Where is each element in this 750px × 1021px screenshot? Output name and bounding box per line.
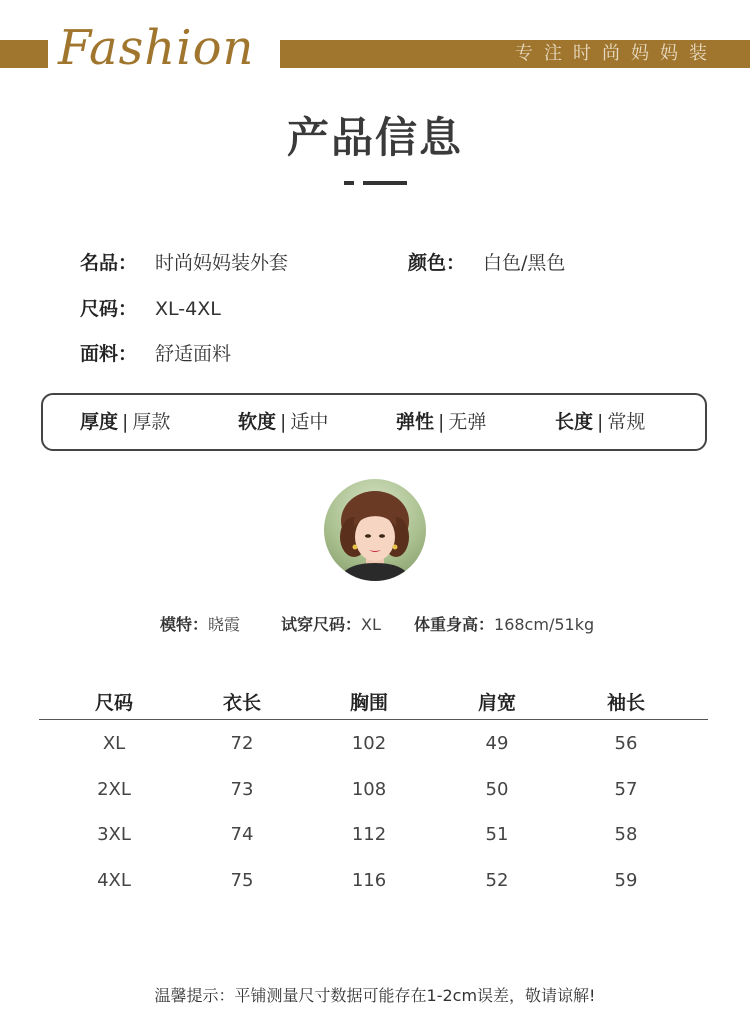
spec-length-label: 长度 <box>555 411 594 433</box>
spec-length-value: 常规 <box>607 411 646 433</box>
model-size-value: XL <box>361 615 381 634</box>
info-color <box>408 248 565 275</box>
table-cell: 51 <box>485 824 509 845</box>
info-fabric-label: 面料： <box>80 343 138 365</box>
table-cell: 59 <box>614 870 638 891</box>
table-cell: 116 <box>351 870 387 891</box>
spec-softness-value: 适中 <box>290 411 329 433</box>
model-avatar <box>324 479 426 581</box>
table-cell: 73 <box>230 779 254 800</box>
model-name-label: 模特： <box>160 615 209 634</box>
table-cell: 112 <box>351 824 387 845</box>
spec-elasticity-label: 弹性 <box>396 411 435 433</box>
spec-thickness-value: 厚款 <box>132 411 171 433</box>
table-cell: 49 <box>485 733 509 754</box>
model-body <box>414 612 594 635</box>
title-divider-short <box>344 181 354 185</box>
spec-elasticity: 弹性 | 无弹 <box>396 411 487 433</box>
spec-elasticity-value: 无弹 <box>448 411 487 433</box>
table-cell: XL <box>102 733 126 754</box>
spec-length: 长度 | 常规 <box>555 411 646 433</box>
model-body-label: 体重身高： <box>414 615 495 634</box>
table-header-bust: 胸围 <box>349 692 388 714</box>
model-size-label: 试穿尺码： <box>281 615 362 634</box>
table-cell: 108 <box>351 779 387 800</box>
model-portrait-icon <box>324 479 426 581</box>
slogan: 专注时尚妈妈装 <box>515 43 718 64</box>
info-size <box>80 294 221 321</box>
table-header-length: 衣长 <box>222 692 261 714</box>
table-cell: 56 <box>614 733 638 754</box>
model-size <box>281 612 381 635</box>
spec-thickness-label: 厚度 <box>80 411 119 433</box>
model-name <box>160 612 240 635</box>
table-divider <box>39 719 708 720</box>
table-cell: 4XL <box>97 870 131 891</box>
table-header-shoulder: 肩宽 <box>477 692 516 714</box>
model-name-value: 晓霞 <box>208 615 241 634</box>
spec-box <box>41 393 707 451</box>
table-cell: 72 <box>230 733 254 754</box>
table-cell: 57 <box>614 779 638 800</box>
spec-thickness: 厚度 | 厚款 <box>80 411 171 433</box>
info-fabric <box>80 339 231 366</box>
spec-softness-label: 软度 <box>238 411 277 433</box>
table-header-size: 尺码 <box>94 692 133 714</box>
brand-logo: Fashion <box>58 20 255 76</box>
page-title: 产品信息 <box>286 113 463 162</box>
model-body-value: 168cm/51kg <box>494 615 595 634</box>
title-divider-long <box>363 181 407 185</box>
info-size-value: XL-4XL <box>155 298 221 320</box>
info-color-label: 颜色： <box>408 252 466 274</box>
table-cell: 102 <box>351 733 387 754</box>
info-name <box>80 248 288 275</box>
banner-left-bar <box>0 40 48 68</box>
table-cell: 50 <box>485 779 509 800</box>
info-name-value: 时尚妈妈装外套 <box>155 252 289 274</box>
info-size-label: 尺码： <box>80 298 138 320</box>
table-cell: 74 <box>230 824 254 845</box>
table-cell: 75 <box>230 870 254 891</box>
info-name-label: 名品： <box>80 252 138 274</box>
table-cell: 58 <box>614 824 638 845</box>
table-header-sleeve: 袖长 <box>606 692 645 714</box>
measurement-tip: 温馨提示：平铺测量尺寸数据可能存在1-2cm误差，敬请谅解! <box>154 986 596 1005</box>
table-cell: 52 <box>485 870 509 891</box>
info-color-value: 白色/黑色 <box>483 252 566 274</box>
table-cell: 3XL <box>97 824 131 845</box>
info-fabric-value: 舒适面料 <box>155 343 232 365</box>
spec-softness: 软度 | 适中 <box>238 411 329 433</box>
table-cell: 2XL <box>97 779 131 800</box>
